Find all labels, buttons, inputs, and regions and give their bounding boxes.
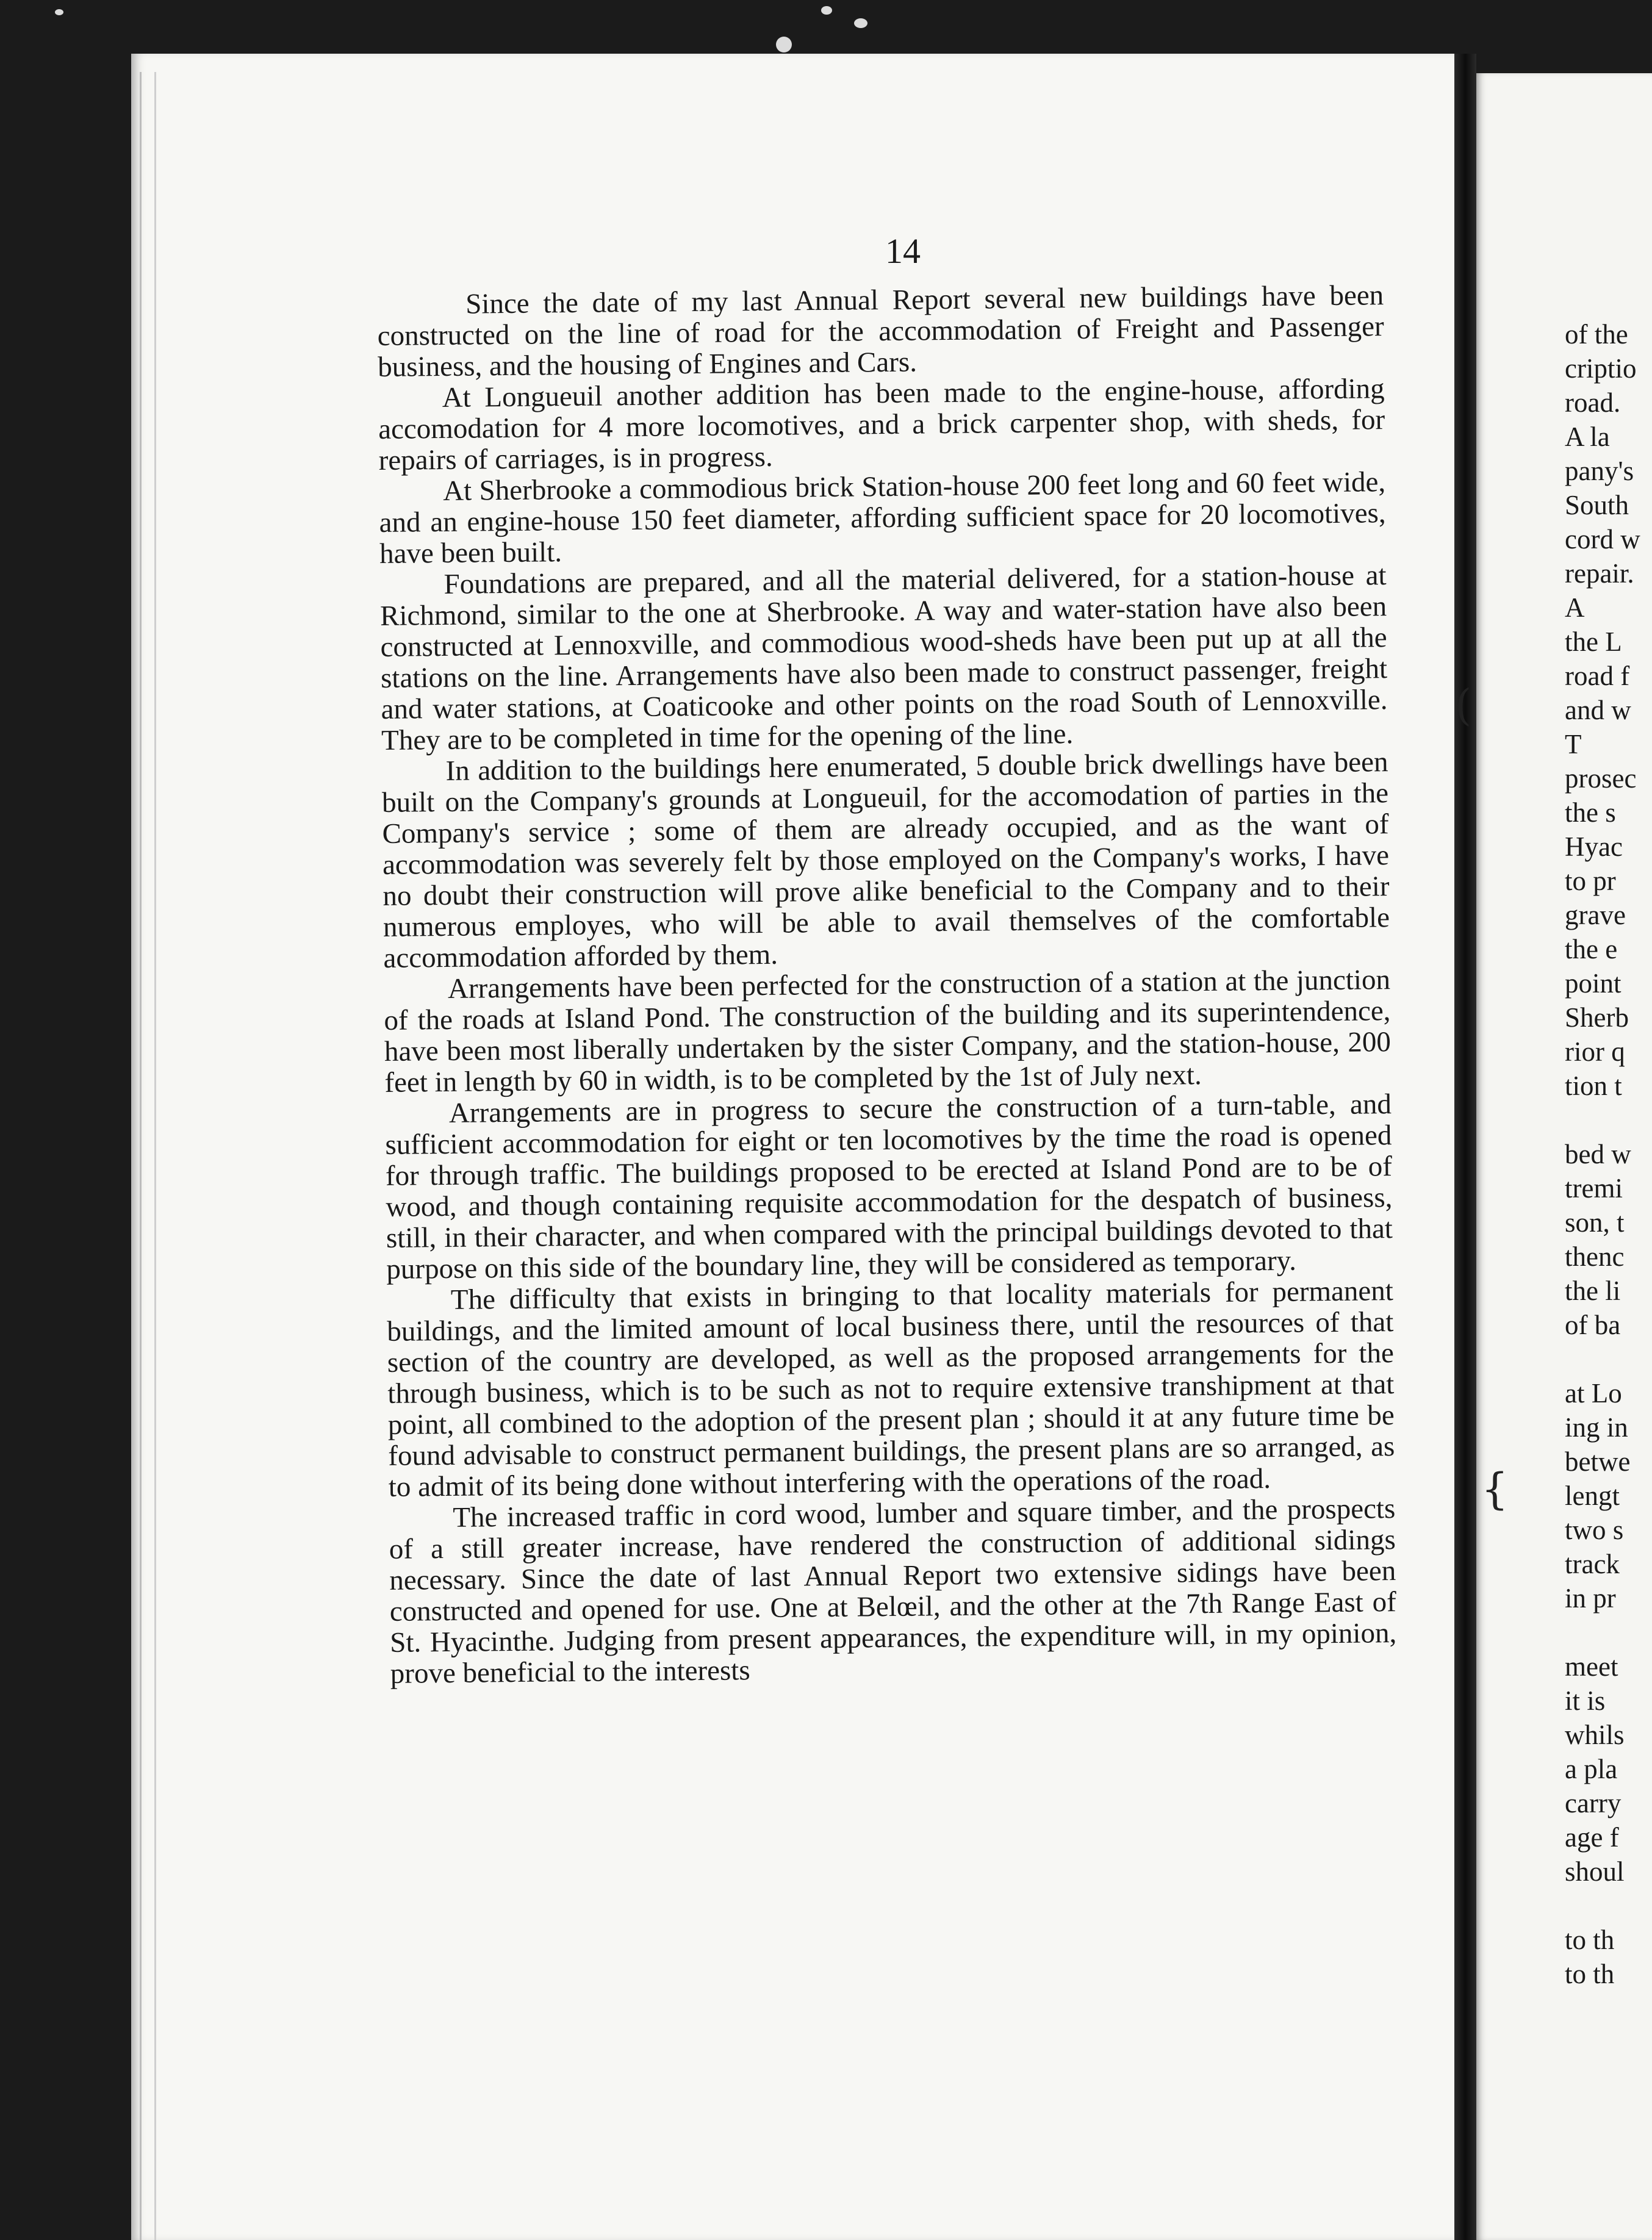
facing-page-line: prosec bbox=[1565, 763, 1637, 794]
facing-page-line: the li bbox=[1565, 1276, 1621, 1306]
facing-page-line: at Lo bbox=[1565, 1378, 1622, 1409]
paragraph: At Longueuil another addition has been made to the engine-house, affording accomodation for 4 more locomotives, and a brick carpenter shop, with sheds, for repairs of carriages, is in progress. bbox=[378, 373, 1385, 476]
facing-page-line: A bbox=[1565, 592, 1585, 623]
facing-page-line bbox=[1565, 1889, 1650, 1923]
facing-page-line: tion t bbox=[1565, 1071, 1622, 1101]
scan-speck bbox=[776, 37, 792, 52]
facing-page-line: two s bbox=[1565, 1515, 1624, 1545]
facing-page-line: Hyac bbox=[1565, 831, 1623, 862]
facing-page-line: carry bbox=[1565, 1788, 1621, 1818]
facing-page-line: betwe bbox=[1565, 1446, 1631, 1477]
paragraph: Arrangements have been perfected for the construction of a station at the junction of the roads at Island Pond. The construction of the building and its superintendence, have been most liberally undertaken by the sister Company, and the station-house, 200 feet in length by 60 in width, is to be completed by the 1st of July next. bbox=[384, 964, 1392, 1099]
page-gutter bbox=[1454, 54, 1476, 2240]
paragraph: Arrangements are in progress to secure the construction of a turn-table, and sufficient accommodation for eight or ten locomotives by the time the road is opened for through traffic. The buildings proposed to be erected at Island Pond are to be of wood, and though containing requisite accommodation for the despatch of business, still, in their character, and when compared with the principal buildings devoted to that purpose on this side of the boundary line, they will be considered as temporary. bbox=[385, 1088, 1393, 1285]
page-number: 14 bbox=[885, 231, 921, 271]
binding-edge-line bbox=[140, 72, 142, 2240]
facing-page-line: the e bbox=[1565, 934, 1618, 964]
facing-page-line: of the bbox=[1565, 319, 1628, 350]
facing-page-text bbox=[1565, 317, 1650, 1991]
facing-page-line: lengt bbox=[1565, 1481, 1620, 1511]
facing-page-line: to pr bbox=[1565, 866, 1616, 896]
facing-page-line: the s bbox=[1565, 797, 1616, 828]
facing-page-line: track bbox=[1565, 1549, 1620, 1579]
facing-page-line: shoul bbox=[1565, 1856, 1625, 1887]
facing-page-line: road. bbox=[1565, 387, 1621, 418]
facing-page-line: tremi bbox=[1565, 1173, 1623, 1204]
facing-page-line: a pla bbox=[1565, 1754, 1618, 1784]
facing-page-line: of ba bbox=[1565, 1310, 1621, 1340]
facing-page-line: ing in bbox=[1565, 1412, 1628, 1443]
paragraph: At Sherbrooke a commodious brick Station-house 200 feet long and 60 feet wide, and an engine-house 150 feet diameter, affording sufficient space for 20 locomotives, have been built. bbox=[379, 466, 1386, 570]
facing-page-line: the L bbox=[1565, 626, 1622, 657]
paragraph: Since the date of my last Annual Report several new buildings have been constructed on the line of road for the accommodation of Freight and Passenger business, and the housing of Engines and Cars. bbox=[377, 279, 1384, 383]
facing-page-line: to th bbox=[1565, 1959, 1615, 1989]
facing-page-line: son, t bbox=[1565, 1207, 1625, 1238]
facing-page-line: thenc bbox=[1565, 1241, 1625, 1272]
facing-page-line: South bbox=[1565, 490, 1629, 520]
facing-page-line bbox=[1565, 1615, 1650, 1649]
facing-page-line: whils bbox=[1565, 1720, 1625, 1750]
scan-speck bbox=[821, 6, 832, 15]
paragraph: In addition to the buildings here enumerated, 5 double brick dwellings have been built on the Company's grounds at Longueuil, for the accomodation of parties in the Company's service ; some of them are already occupied, and as the want of accommodation was severely felt by those employed on the Company's works, I have no doubt their construction will prove alike beneficial to the Company and to their numerous employes, who will be able to avail themselves of the comfortable accommodation afforded by them. bbox=[381, 746, 1390, 974]
facing-page-line: criptio bbox=[1565, 353, 1637, 384]
facing-page-line: point bbox=[1565, 968, 1621, 999]
binding-edge-line bbox=[154, 72, 156, 2240]
paragraph: The increased traffic in cord wood, lumber and square timber, and the prospects of a still greater increase, have rendered the construction of additional sidings necessary. Since the date of last Annual Report two extensive sidings have been constructed and opened for use. One at Belœil, and the other at the 7th Range East of St. Hyacinthe. Judging from present appearances, the expenditure will, in my opinion, prove beneficial to the interests bbox=[389, 1493, 1397, 1690]
binding-mark: ( bbox=[1455, 680, 1472, 730]
paragraph: The difficulty that exists in bringing to that locality materials for permanent buildings, and the limited amount of local business there, until the resources of that section of the country are developed, as well as the proposed arrangements for the through business, which is to be such as not to require extensive transhipment at that point, all combined to the adoption of the present plan ; should it at any future time be found advisable to construct permanent buildings, the present plans are so arranged, as to admit of its being done without interfering with the operations of the road. bbox=[387, 1275, 1395, 1503]
scan-speck bbox=[854, 18, 867, 28]
facing-page-line: grave bbox=[1565, 900, 1626, 930]
facing-page-line: A la bbox=[1565, 422, 1610, 452]
body-text bbox=[377, 280, 1397, 1690]
facing-page-line: road f bbox=[1565, 661, 1630, 691]
facing-page-line: Sherb bbox=[1565, 1002, 1629, 1033]
paragraph: Foundations are prepared, and all the material delivered, for a station-house at Richmond, similar to the one at Sherbrooke. A way and water-station have also been constructed at Lennoxville, and commodious wood-sheds have been put up at all the stations on the line. Arrangements have also been made to construct passenger, freight and water stations, at Coaticooke and other points on the road South of Lennoxville. They are to be completed in time for the opening of the line. bbox=[379, 559, 1388, 756]
facing-page-line: T bbox=[1565, 729, 1582, 759]
binding-mark: { bbox=[1481, 1464, 1509, 1514]
facing-page-line: pany's bbox=[1565, 456, 1634, 486]
facing-page-line: to th bbox=[1565, 1925, 1615, 1955]
facing-page-line: in pr bbox=[1565, 1583, 1616, 1614]
facing-page-line: bed w bbox=[1565, 1139, 1631, 1169]
facing-page-line: rior q bbox=[1565, 1036, 1625, 1067]
facing-page-line bbox=[1565, 1103, 1650, 1137]
facing-page-line: it is bbox=[1565, 1685, 1606, 1716]
facing-page-line: cord w bbox=[1565, 524, 1640, 555]
facing-page-line: repair. bbox=[1565, 558, 1634, 589]
facing-page-line: age f bbox=[1565, 1822, 1619, 1853]
facing-page-line: and w bbox=[1565, 695, 1631, 725]
facing-page-line: meet bbox=[1565, 1651, 1618, 1682]
facing-page-line bbox=[1565, 1342, 1650, 1376]
scan-speck bbox=[55, 9, 63, 15]
